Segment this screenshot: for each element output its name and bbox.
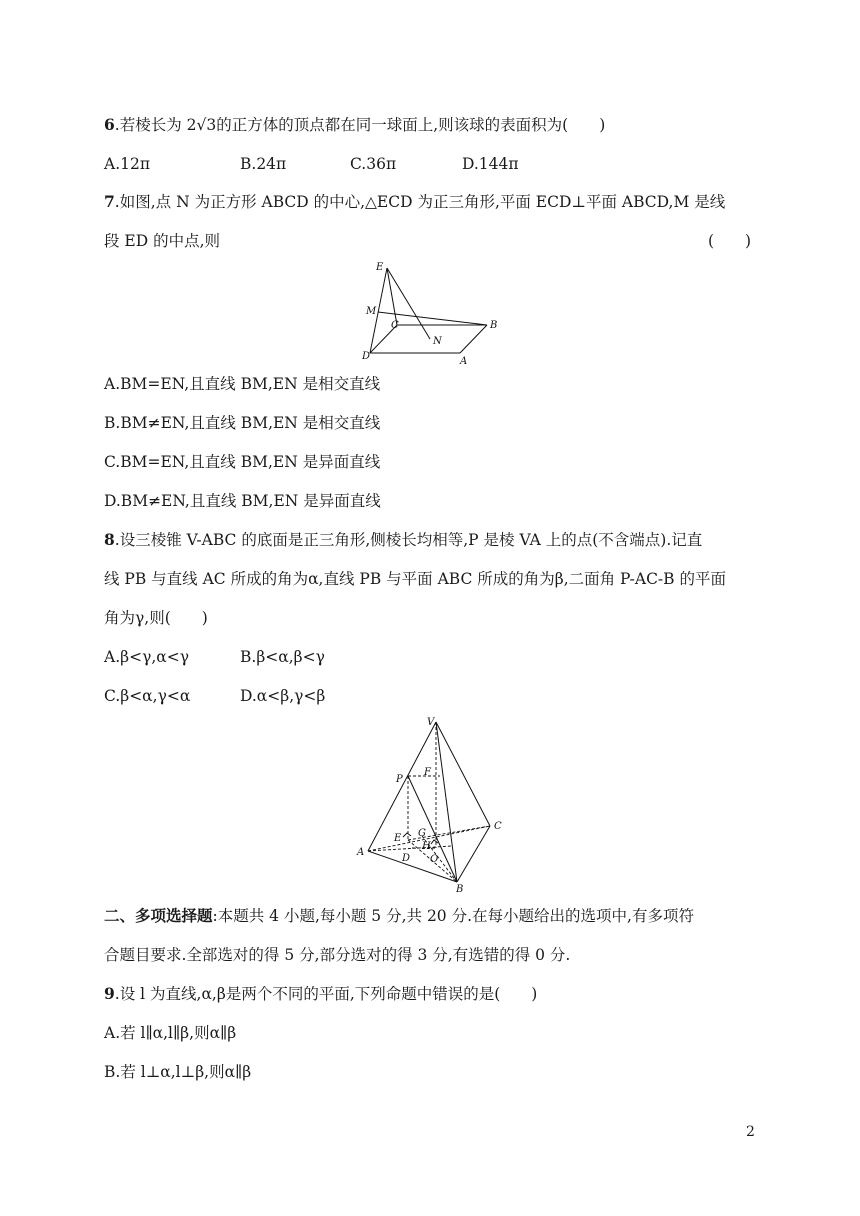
q8-label-p: P: [396, 774, 403, 785]
q8-option-b: B.β<α,β<γ: [240, 648, 325, 666]
section2-heading-line1: [104, 905, 694, 927]
q7-label-d: D: [362, 351, 371, 362]
q7-label-c: C: [391, 320, 399, 331]
q9-option-b: B.若 l⊥α,l⊥β,则α∥β: [104, 1063, 252, 1081]
section2-text-1: :本题共 4 小题,每小题 5 分,共 20 分.在每小题给出的选项中,有多项符: [212, 907, 694, 925]
section2-heading-line2: 合题目要求.全部选对的得 5 分,部分选对的得 3 分,有选错的得 0 分.: [104, 946, 571, 964]
q7-label-m: M: [366, 306, 377, 317]
q8-label-a: A: [357, 847, 365, 858]
q8-number: 8: [104, 530, 115, 549]
q8-label-h: H: [422, 841, 431, 852]
q7-figure: [360, 258, 505, 368]
q8-stem-line3: 角为γ,则( ): [104, 609, 208, 627]
q8-option-d: D.α<β,γ<β: [240, 687, 326, 705]
q7-option-b: B.BM≠EN,且直线 BM,EN 是相交直线: [104, 414, 381, 432]
q6-option-c: C.36π: [350, 155, 397, 173]
q9-option-a: A.若 l∥α,l∥β,则α∥β: [104, 1024, 237, 1042]
q8-stem-line2: 线 PB 与直线 AC 所成的角为α,直线 PB 与平面 ABC 所成的角为β,二面角 P-AC-B 的平面: [104, 570, 726, 588]
q7-stem-line2: 段 ED 的中点,则: [104, 232, 221, 250]
q8-label-f: F: [424, 767, 431, 778]
q7-label-n: N: [433, 336, 442, 347]
q7-number: 7: [104, 192, 115, 211]
q8-option-a: A.β<γ,α<γ: [104, 648, 189, 666]
section2-title: 二、多项选择题: [104, 906, 213, 925]
q9-number: 9: [104, 984, 115, 1003]
q8-text-1: .设三棱锥 V-ABC 的底面是正三角形,侧棱长均相等,P 是棱 VA 上的点(不含端点).记直: [114, 531, 703, 549]
q7-label-b: B: [490, 320, 498, 331]
q8-stem-line1: [104, 529, 702, 551]
q6-text: .若棱长为 2√3的正方体的顶点都在同一球面上,则该球的表面积为( ): [114, 116, 606, 134]
q7-option-c: C.BM=EN,且直线 BM,EN 是异面直线: [104, 453, 381, 471]
q9-text: .设 l 为直线,α,β是两个不同的平面,下列命题中错误的是( ): [114, 985, 538, 1003]
q7-stem-line1: [104, 191, 725, 213]
q8-label-e: E: [394, 833, 402, 844]
q8-figure: [352, 712, 512, 894]
q8-label-g: G: [418, 828, 426, 839]
q6-number: 6: [104, 115, 115, 134]
q8-label-c: C: [494, 821, 502, 832]
q6-stem: [104, 114, 605, 136]
q9-stem: [104, 983, 537, 1005]
q6-option-d: D.144π: [462, 155, 519, 173]
q8-label-d: D: [402, 853, 411, 864]
q7-answer-paren: ( ): [708, 232, 752, 250]
q8-option-c: C.β<α,γ<α: [104, 687, 191, 705]
page-number: 2: [746, 1124, 755, 1140]
q6-option-b: B.24π: [240, 155, 287, 173]
q7-label-e: E: [376, 262, 384, 273]
q8-label-b: B: [456, 884, 464, 894]
q7-label-a: A: [460, 356, 468, 367]
q8-label-o: O: [430, 854, 439, 865]
q8-label-v: V: [427, 717, 435, 728]
q7-text-1: .如图,点 N 为正方形 ABCD 的中心,△ECD 为正三角形,平面 ECD⊥平面 ABCD,M 是线: [114, 193, 726, 211]
q7-option-d: D.BM≠EN,且直线 BM,EN 是异面直线: [104, 492, 381, 510]
q6-option-a: A.12π: [104, 155, 151, 173]
q7-option-a: A.BM=EN,且直线 BM,EN 是相交直线: [104, 375, 381, 393]
